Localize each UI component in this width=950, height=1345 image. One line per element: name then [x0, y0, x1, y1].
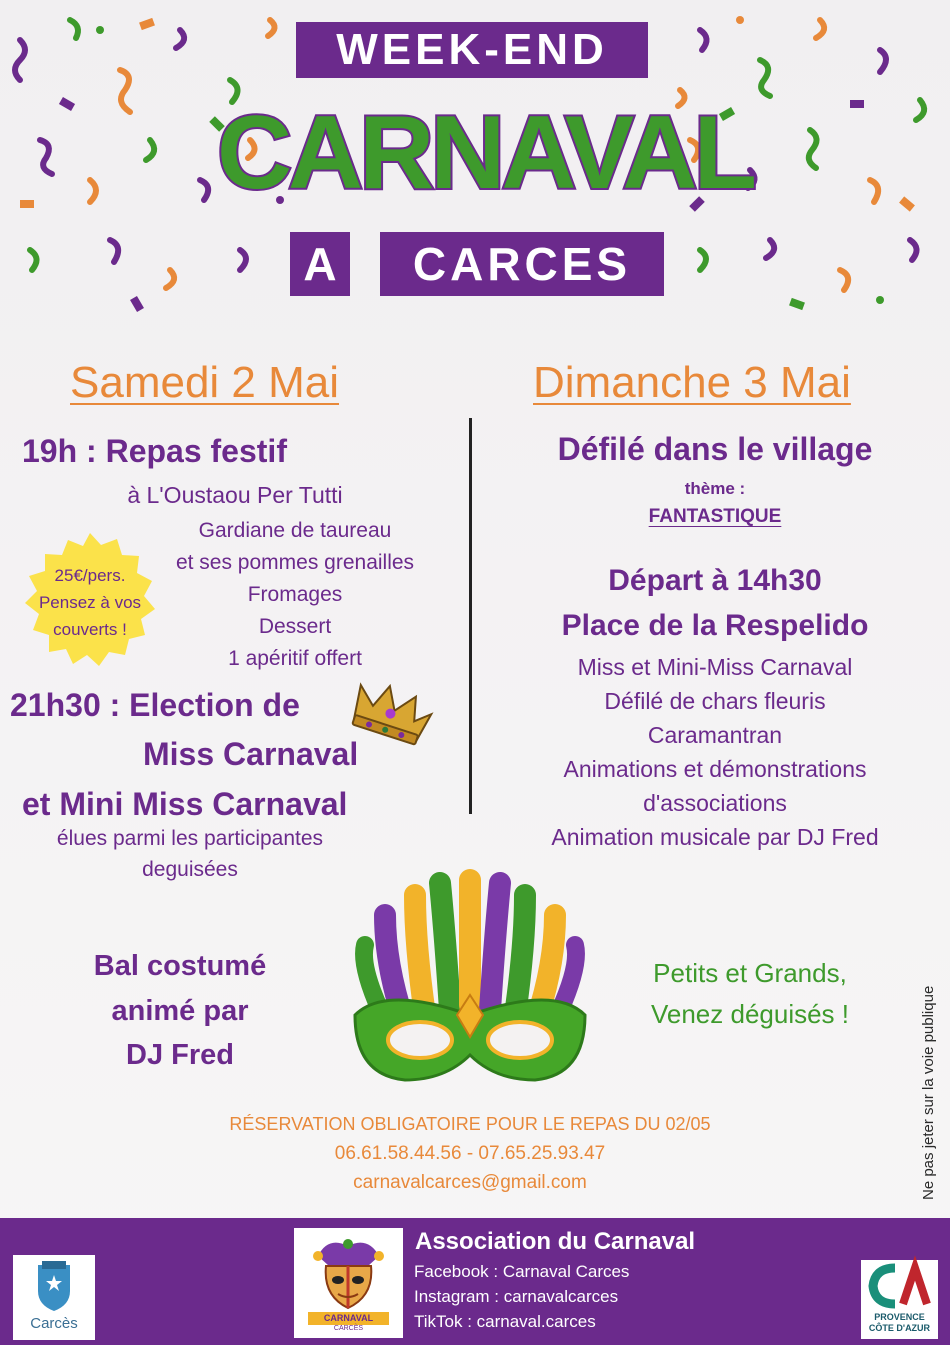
bank-logo-subtext: CÔTE D'AZUR	[868, 1323, 931, 1333]
election-miss: Miss Carnaval	[143, 736, 359, 772]
theme-value: FANTASTIQUE	[648, 506, 782, 527]
meal-title: 19h : Repas festif	[22, 433, 287, 469]
column-divider	[469, 418, 472, 814]
association-name: Association du Carnaval	[415, 1228, 696, 1255]
footer-bar	[0, 1218, 950, 1345]
theme-label: thème :	[684, 479, 746, 498]
tiktok-link[interactable]: TikTok : carnaval.carces	[414, 1312, 596, 1331]
price-badge-line: couverts !	[53, 620, 127, 639]
program-item: Caramantran	[647, 722, 783, 748]
title-a: A	[290, 232, 350, 296]
menu-item: Fromages	[247, 583, 343, 606]
association-logo-text: CARNAVAL	[308, 1312, 389, 1325]
menu-item: et ses pommes grenailles	[175, 551, 415, 574]
departure-place: Place de la Respelido	[561, 609, 869, 642]
program-item: Défilé de chars fleuris	[604, 688, 826, 714]
crown-icon	[350, 680, 434, 744]
bank-logo	[861, 1260, 938, 1339]
election-note: élues parmi les participantes	[56, 827, 324, 850]
departure-time: Départ à 14h30	[608, 564, 822, 597]
election-mini-miss: et Mini Miss Carnaval	[22, 786, 348, 822]
association-logo	[294, 1228, 403, 1338]
title-week-end: WEEK-END	[296, 22, 648, 78]
town-logo-text: Carcès	[30, 1315, 78, 1332]
side-note: Ne pas jeter sur la voie publique	[920, 985, 937, 1200]
price-badge-line: 25€/pers.	[54, 566, 126, 585]
program-item: Miss et Mini-Miss Carnaval	[577, 654, 853, 680]
election-note: deguisées	[142, 858, 238, 881]
jester-mask-icon	[308, 1236, 389, 1312]
title-carnaval	[216, 88, 754, 211]
ball-line: Bal costumé	[93, 950, 267, 982]
price-badge	[21, 562, 159, 643]
election-title: 21h30 : Election de	[10, 687, 300, 723]
price-badge-line: Pensez à vos	[38, 593, 142, 612]
invite-line: Venez déguisés !	[650, 999, 850, 1029]
reservation-phones: 06.61.58.44.56 - 07.65.25.93.47	[334, 1143, 606, 1164]
invite-line: Petits et Grands,	[653, 958, 847, 988]
bank-logo-text: PROVENCE	[874, 1312, 925, 1322]
reservation-notice: RÉSERVATION OBLIGATOIRE POUR LE REPAS DU 02/05	[229, 1114, 711, 1134]
reservation-email: carnavalcarces@gmail.com	[353, 1172, 587, 1193]
bank-emblem-icon	[867, 1264, 932, 1308]
carnival-mask-icon	[345, 875, 595, 1090]
menu-item: 1 apéritif offert	[228, 647, 362, 670]
program-item: d'associations	[643, 790, 787, 816]
ball-line: animé par	[111, 995, 249, 1027]
program-item: Animation musicale par DJ Fred	[551, 824, 879, 850]
svg-text:CARNAVAL: CARNAVAL	[216, 95, 754, 211]
facebook-link[interactable]: Facebook : Carnaval Carces	[414, 1262, 630, 1281]
program-item: Animations et démonstrations	[563, 756, 867, 782]
ball-line: DJ Fred	[126, 1039, 234, 1071]
title-carces: CARCES	[380, 232, 664, 296]
parade-title: Défilé dans le village	[557, 431, 873, 467]
association-logo-subtext: CARCÈS	[333, 1325, 364, 1332]
menu-item: Dessert	[258, 615, 332, 638]
sunday-heading: Dimanche 3 Mai	[533, 358, 851, 407]
saturday-heading: Samedi 2 Mai	[70, 358, 340, 407]
menu-item: Gardiane de taureau	[198, 519, 392, 542]
instagram-link[interactable]: Instagram : carnavalcarces	[414, 1287, 619, 1306]
meal-venue: à L'Oustaou Per Tutti	[127, 482, 343, 508]
town-logo	[13, 1255, 95, 1340]
shield-icon	[34, 1261, 74, 1313]
